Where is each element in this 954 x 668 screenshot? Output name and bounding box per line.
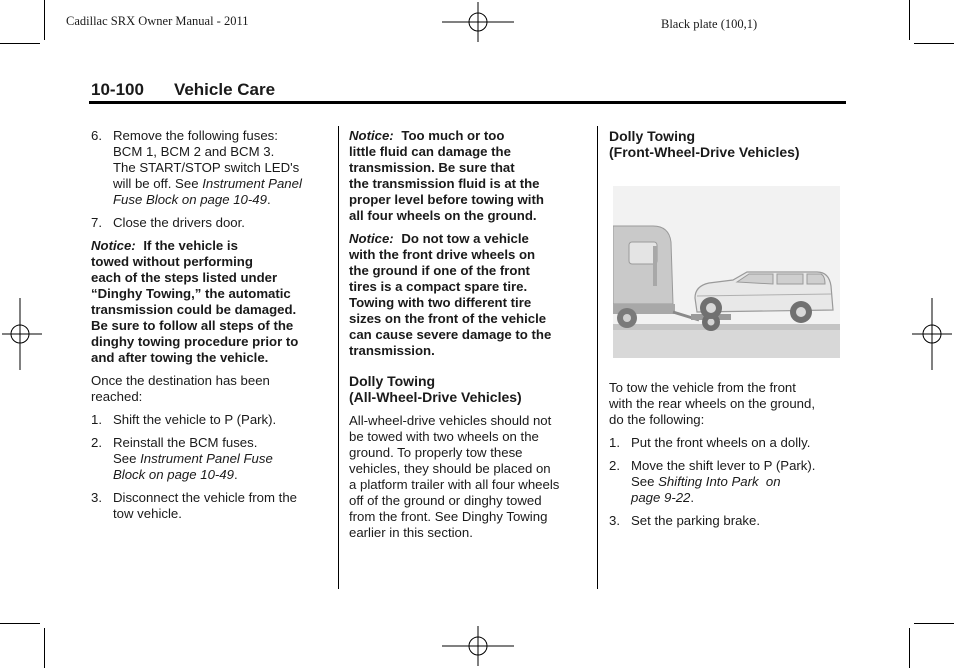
section-heading bbox=[609, 128, 849, 160]
body-text: off of the ground or dinghy towed bbox=[349, 493, 542, 508]
notice-text: sizes on the front of the vehicle bbox=[349, 311, 547, 326]
list-item bbox=[91, 215, 331, 231]
notice-label: Notice: bbox=[349, 231, 394, 246]
notice-text: Too much or too bbox=[401, 128, 505, 143]
crop-mark bbox=[909, 628, 910, 668]
body-text: All-wheel-drive vehicles should not bbox=[349, 413, 552, 428]
notice-paragraph bbox=[349, 128, 589, 224]
body-paragraph bbox=[609, 380, 849, 428]
cross-reference: Shifting Into Park bbox=[658, 474, 759, 489]
body-text: vehicles, they should be placed on bbox=[349, 461, 551, 476]
running-header-right: Black plate (100,1) bbox=[661, 17, 758, 31]
page-title bbox=[91, 80, 275, 100]
heading-text: Dolly Towing bbox=[349, 373, 436, 389]
list-number: 3. bbox=[609, 513, 620, 528]
list-item bbox=[91, 128, 331, 208]
notice-text: each of the steps listed under bbox=[91, 270, 278, 285]
notice-text: the transmission fluid is at the bbox=[349, 176, 540, 191]
running-header-left: Cadillac SRX Owner Manual - 2011 bbox=[66, 14, 249, 28]
punctuation: . bbox=[690, 490, 695, 505]
punctuation: . bbox=[233, 467, 238, 482]
step-text: Reinstall the BCM fuses. bbox=[113, 435, 258, 450]
step-text: Close the drivers door. bbox=[113, 215, 245, 230]
list-item bbox=[91, 412, 331, 428]
notice-text: and after towing the vehicle. bbox=[91, 350, 269, 365]
notice-text: Towing with two different tire bbox=[349, 295, 532, 310]
notice-text: can cause severe damage to the bbox=[349, 327, 552, 342]
column-1 bbox=[91, 128, 331, 529]
crop-mark bbox=[914, 43, 954, 44]
list-item bbox=[91, 490, 331, 522]
notice-text: towed without performing bbox=[91, 254, 253, 269]
cross-reference: Instrument Panel bbox=[202, 176, 302, 191]
body-text: ground. To properly tow these bbox=[349, 445, 523, 460]
crop-mark bbox=[0, 623, 40, 624]
notice-text: Be sure to follow all steps of the bbox=[91, 318, 294, 333]
column-2 bbox=[349, 128, 589, 548]
step-text: Remove the following fuses: bbox=[113, 128, 278, 143]
punctuation: . bbox=[266, 192, 271, 207]
body-text: reached: bbox=[91, 389, 143, 404]
body-text: earlier in this section. bbox=[349, 525, 473, 540]
body-text: a platform trailer with all four wheels bbox=[349, 477, 560, 492]
list-number: 3. bbox=[91, 490, 102, 505]
notice-text: transmission. bbox=[349, 343, 435, 358]
notice-paragraph bbox=[349, 231, 589, 359]
column-3-body bbox=[609, 380, 849, 536]
cross-reference: Instrument Panel Fuse bbox=[140, 451, 273, 466]
cross-reference: Fuse Block on page 10-49 bbox=[113, 192, 267, 207]
notice-text: transmission could be damaged. bbox=[91, 302, 297, 317]
crop-mark bbox=[0, 43, 40, 44]
body-text: To tow the vehicle from the front bbox=[609, 380, 796, 395]
header-rule bbox=[89, 101, 846, 104]
notice-text: If the vehicle is bbox=[143, 238, 238, 253]
notice-text: with the front drive wheels on bbox=[349, 247, 536, 262]
notice-text: the ground if one of the front bbox=[349, 263, 530, 278]
section-heading bbox=[349, 373, 589, 405]
body-text: do the following: bbox=[609, 412, 705, 427]
list-number: 1. bbox=[609, 435, 620, 450]
notice-label: Notice: bbox=[349, 128, 394, 143]
heading-text: Dolly Towing bbox=[609, 128, 696, 144]
step-text: Move the shift lever to P (Park). bbox=[631, 458, 816, 473]
body-paragraph bbox=[349, 413, 589, 541]
registration-mark-top bbox=[440, 2, 516, 42]
notice-text: dinghy towing procedure prior to bbox=[91, 334, 299, 349]
list-item bbox=[609, 458, 849, 506]
registration-mark-bottom bbox=[440, 626, 516, 666]
notice-text: “Dinghy Towing,” the automatic bbox=[91, 286, 291, 301]
step-text: Disconnect the vehicle from the bbox=[113, 490, 297, 505]
crop-mark bbox=[44, 0, 45, 40]
list-item bbox=[609, 435, 849, 451]
crop-mark bbox=[44, 628, 45, 668]
list-number: 2. bbox=[91, 435, 102, 450]
notice-paragraph bbox=[91, 238, 331, 366]
cross-reference: Block on page 10-49 bbox=[113, 467, 234, 482]
step-text: will be off. See bbox=[113, 176, 203, 191]
step-text: See bbox=[631, 474, 659, 489]
dolly-towing-illustration bbox=[613, 186, 840, 358]
body-text: from the front. See Dinghy Towing bbox=[349, 509, 548, 524]
crop-mark bbox=[914, 623, 954, 624]
notice-text: little fluid can damage the bbox=[349, 144, 511, 159]
registration-mark-left bbox=[0, 296, 44, 372]
crop-mark bbox=[909, 0, 910, 40]
notice-text: tires is a compact spare tire. bbox=[349, 279, 528, 294]
step-text: Put the front wheels on a dolly. bbox=[631, 435, 811, 450]
section-title: Vehicle Care bbox=[173, 80, 276, 99]
notice-text: transmission. Be sure that bbox=[349, 160, 515, 175]
heading-text: (All-Wheel-Drive Vehicles) bbox=[349, 389, 522, 405]
list-item bbox=[91, 435, 331, 483]
heading-text: (Front-Wheel-Drive Vehicles) bbox=[609, 144, 800, 160]
list-number: 7. bbox=[91, 215, 102, 230]
list-number: 6. bbox=[91, 128, 102, 143]
list-number: 2. bbox=[609, 458, 620, 473]
notice-text: Do not tow a vehicle bbox=[401, 231, 529, 246]
body-paragraph bbox=[91, 373, 331, 405]
step-text: See bbox=[113, 451, 141, 466]
body-text: with the rear wheels on the ground, bbox=[609, 396, 815, 411]
list-number: 1. bbox=[91, 412, 102, 427]
step-text: BCM 1, BCM 2 and BCM 3. bbox=[113, 144, 275, 159]
notice-label: Notice: bbox=[91, 238, 136, 253]
column-divider bbox=[338, 126, 339, 589]
page-number: 10-100 bbox=[91, 80, 144, 99]
body-text: be towed with two wheels on the bbox=[349, 429, 539, 444]
notice-text: proper level before towing with bbox=[349, 192, 544, 207]
list-item bbox=[609, 513, 849, 529]
step-text: tow vehicle. bbox=[113, 506, 182, 521]
column-divider bbox=[597, 126, 598, 589]
column-3 bbox=[609, 128, 849, 168]
body-text: Once the destination has been bbox=[91, 373, 270, 388]
step-text: Shift the vehicle to P (Park). bbox=[113, 412, 277, 427]
tow-vehicle bbox=[613, 226, 675, 328]
step-text: The START/STOP switch LED's bbox=[113, 160, 300, 175]
cross-reference: on bbox=[765, 474, 781, 489]
step-text: Set the parking brake. bbox=[631, 513, 761, 528]
cross-reference: page 9-22 bbox=[631, 490, 691, 505]
registration-mark-right bbox=[910, 296, 954, 372]
notice-text: all four wheels on the ground. bbox=[349, 208, 537, 223]
